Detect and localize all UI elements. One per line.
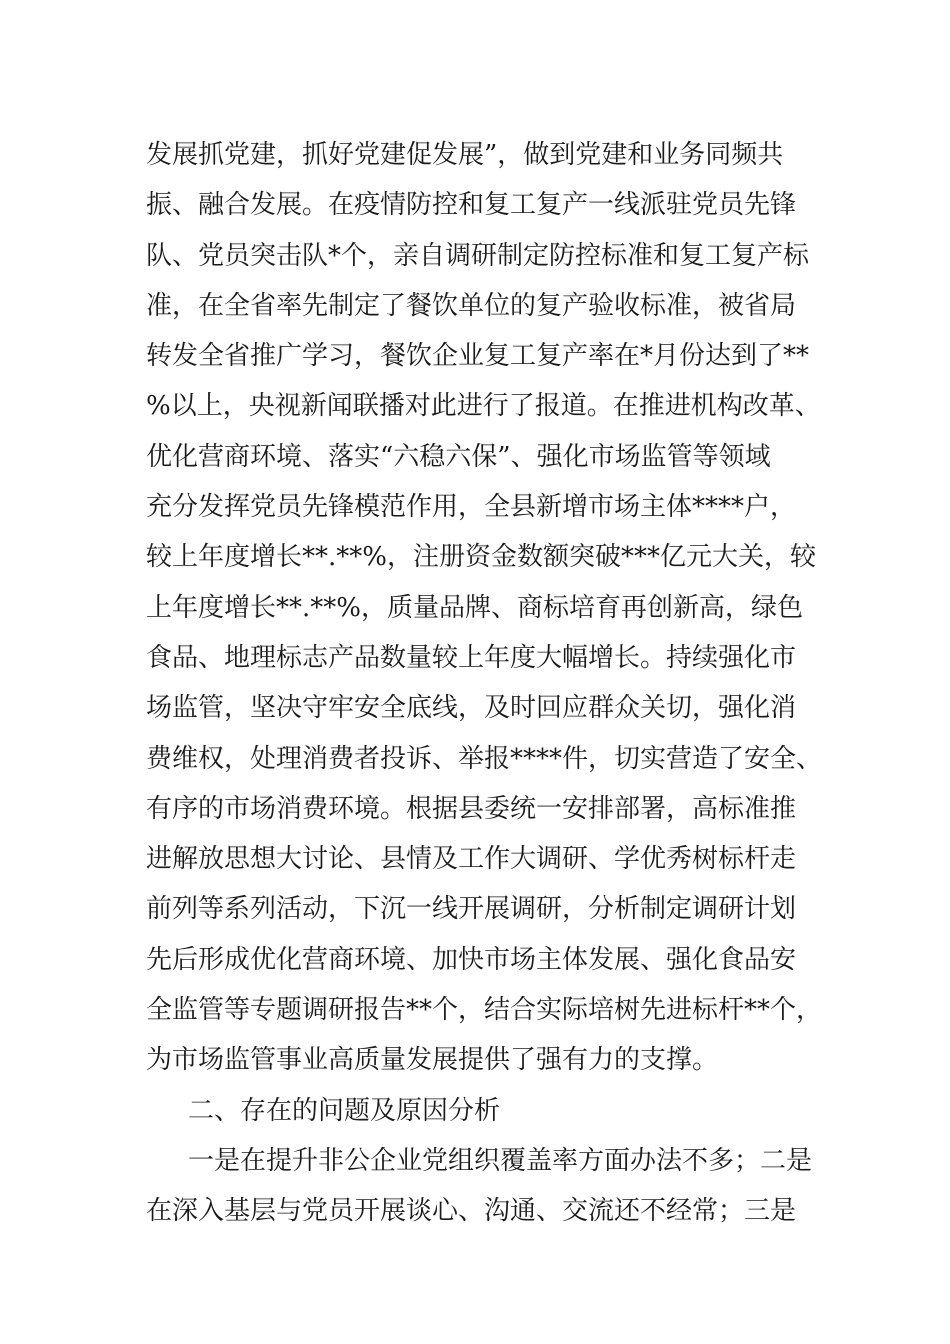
text-line: 较上年度增长**.**%，注册资金数额突破***亿元大关，较 bbox=[146, 542, 816, 573]
text-line: 准，在全省率先制定了餐饮单位的复产验收标准，被省局 bbox=[146, 290, 797, 321]
document-body bbox=[146, 130, 826, 1237]
text-line: 进解放思想大讨论、县情及工作大调研、学优秀树标杆走 bbox=[146, 844, 797, 875]
text-line: 一是在提升非公企业党组织覆盖率方面办法不多；二是 bbox=[188, 1145, 813, 1176]
section-heading: 二、存在的问题及原因分析 bbox=[188, 1095, 501, 1126]
text-line: 费维权，处理消费者投诉、举报****件，切实营造了安全、 bbox=[146, 743, 823, 774]
text-line: 发展抓党建，抓好党建促发展”，做到党建和业务同频共 bbox=[146, 140, 784, 170]
text-line: 先后形成优化营商环境、加快市场主体发展、强化食品安 bbox=[146, 944, 797, 975]
text-line: 上年度增长**.**%，质量品牌、商标培育再创新高，绿色 bbox=[146, 592, 803, 623]
text-line: 振、融合发展。在疫情防控和复工复产一线派驻党员先锋 bbox=[146, 190, 797, 221]
text-line: 转发全省推广学习，餐饮企业复工复产率在*月份达到了** bbox=[146, 341, 810, 372]
text-line: 前列等系列活动，下沉一线开展调研，分析制定调研计划 bbox=[146, 894, 797, 925]
text-line: 在深入基层与党员开展谈心、沟通、交流还不经常；三是 bbox=[146, 1196, 797, 1227]
text-line: 全监管等专题调研报告**个，结合实际培树先进标杆**个， bbox=[146, 995, 823, 1026]
text-line: 优化营商环境、落实“六稳六保”、强化市场监管等领域 bbox=[146, 441, 771, 472]
text-line: 为市场监管事业高质量发展提供了强有力的支撑。 bbox=[146, 1045, 719, 1076]
text-line: 场监管，坚决守牢安全底线，及时回应群众关切，强化消 bbox=[146, 693, 797, 724]
text-line: %以上，央视新闻联播对此进行了报道。在推进机构改革、 bbox=[146, 391, 821, 422]
text-line: 队、党员突击队*个，亲自调研制定防控标准和复工复产标 bbox=[146, 240, 810, 271]
text-line: 有序的市场消费环境。根据县委统一安排部署，高标准推 bbox=[146, 793, 797, 824]
text-line: 充分发挥党员先锋模范作用，全县新增市场主体****户， bbox=[146, 492, 797, 523]
paragraph-problems bbox=[146, 1136, 826, 1237]
text-line: 食品、地理标志产品数量较上年度大幅增长。持续强化市 bbox=[146, 642, 797, 673]
paragraph-achievements bbox=[146, 130, 826, 1086]
